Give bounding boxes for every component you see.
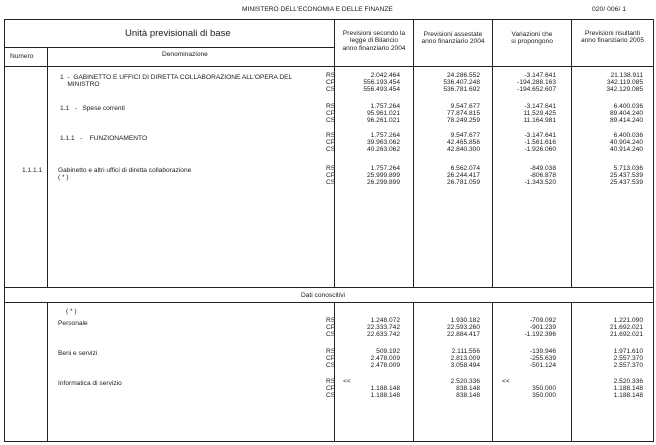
col-variazioni-heading: Variazioni che si propongono bbox=[511, 31, 553, 46]
upb-title-separator bbox=[4, 47, 334, 48]
value-cell: 2.111.556 bbox=[451, 348, 480, 355]
value-cell: -1.926.060 bbox=[524, 146, 556, 153]
value-cell: 342.119.085 bbox=[606, 79, 643, 86]
value-cell: 342.129.085 bbox=[606, 86, 643, 93]
value-cell: 1.971.610 bbox=[613, 348, 643, 355]
code-cs: CS bbox=[326, 146, 336, 153]
value-cell: -139.946 bbox=[529, 348, 556, 355]
value-cell: 6.400.036 bbox=[613, 103, 643, 110]
value-cell: -806.878 bbox=[529, 172, 556, 179]
c3-column-divider-lower bbox=[492, 302, 493, 441]
code-cs: CS bbox=[326, 179, 336, 186]
value-cell: 556.193.454 bbox=[363, 79, 400, 86]
dati-conoscitivi-title-border bbox=[4, 302, 654, 303]
value-cell: 42.840.300 bbox=[446, 146, 480, 153]
value-cell: 26.244.417 bbox=[446, 172, 480, 179]
dati-conoscitivi-top-border bbox=[4, 287, 654, 288]
col-prev-bilancio-heading: Previsioni secondo la legge di Bilancio anno finanziario 2004 bbox=[342, 30, 406, 52]
value-cell: 838.148 bbox=[456, 385, 480, 392]
value-cell: 1.930.182 bbox=[450, 317, 480, 324]
value-cell: 25.999.899 bbox=[366, 172, 400, 179]
value-cell: -1.561.616 bbox=[524, 139, 556, 146]
table-top-border bbox=[4, 19, 654, 20]
value-cell: -901.239 bbox=[529, 324, 556, 331]
code-rs: RS bbox=[326, 72, 336, 79]
c2-column-divider bbox=[413, 19, 414, 287]
group-label: 1.1 - Spese correnti bbox=[60, 105, 125, 112]
item-label: Personale bbox=[58, 320, 88, 327]
code-cp: CP bbox=[326, 79, 336, 86]
value-cell: -255.639 bbox=[529, 355, 556, 362]
value-cell: 21.692.021 bbox=[609, 324, 643, 331]
group-label: 1 - GABINETTO E UFFICI DI DIRETTA COLLABORAZIONE ALL'OPERA DEL MINISTRO bbox=[60, 74, 293, 89]
c4-column-divider-lower bbox=[571, 302, 572, 441]
value-cell: 350.000 bbox=[532, 392, 556, 399]
value-cell: 6.562.074 bbox=[450, 165, 480, 172]
value-cell: 1.188.148 bbox=[370, 385, 400, 392]
table-right-border bbox=[653, 19, 654, 441]
value-cell: 40.904.240 bbox=[609, 139, 643, 146]
value-cell: 11.164.981 bbox=[523, 117, 556, 124]
code-rs: RS bbox=[326, 348, 336, 355]
value-cell: -194.288.163 bbox=[517, 79, 556, 86]
table-left-border bbox=[4, 19, 5, 441]
value-cell: 25.437.539 bbox=[609, 179, 643, 186]
value-cell: 11.529.425 bbox=[523, 110, 556, 117]
value-cell: 2.478.009 bbox=[370, 355, 400, 362]
col-prev-assestate-heading: Previsioni assestate anno finanziario 2004 bbox=[421, 31, 485, 46]
code-cp: CP bbox=[326, 110, 336, 117]
value-cell: 21.692.021 bbox=[609, 331, 643, 338]
code-rs: RS bbox=[326, 103, 336, 110]
value-cell: 2.520.336 bbox=[613, 378, 643, 385]
value-cell: 556.493.454 bbox=[363, 86, 400, 93]
col-prev-risultanti-heading: Previsioni risultanti anno finanziario 2005 bbox=[580, 30, 645, 45]
value-cell: 1.188.148 bbox=[613, 385, 643, 392]
item-label: Informatica di servizio bbox=[58, 380, 122, 387]
code-cs: CS bbox=[326, 362, 336, 369]
value-cell: -3.147.641 bbox=[524, 72, 556, 79]
table-header-bottom-border bbox=[4, 66, 654, 67]
group-numero: 1.1.1.1 bbox=[22, 167, 43, 174]
value-cell: 22.633.742 bbox=[366, 331, 400, 338]
value-cell: 9.547.677 bbox=[450, 132, 480, 139]
value-cell: 3.058.494 bbox=[450, 362, 480, 369]
numero-column-divider-lower bbox=[47, 302, 48, 441]
value-cell: 2.813.009 bbox=[450, 355, 480, 362]
value-cell: 78.249.259 bbox=[446, 117, 480, 124]
code-rs: RS bbox=[326, 165, 336, 172]
code-cs: CS bbox=[326, 86, 336, 93]
value-cell: 838.148 bbox=[456, 392, 480, 399]
value-cell: 77.874.815 bbox=[446, 110, 480, 117]
value-cell: -194.652.607 bbox=[517, 86, 556, 93]
value-cell: 96.261.021 bbox=[366, 117, 400, 124]
value-cell: 40.914.240 bbox=[609, 146, 643, 153]
code-cp: CP bbox=[326, 139, 336, 146]
value-cell: 42.465.856 bbox=[446, 139, 480, 146]
value-cell: -1.192.396 bbox=[524, 331, 556, 338]
value-cell: 5.713.036 bbox=[613, 165, 643, 172]
value-cell: 1.248.072 bbox=[370, 317, 400, 324]
dati-conoscitivi-title: Dati conoscitivi bbox=[301, 292, 345, 299]
value-cell: -3.147.641 bbox=[524, 103, 556, 110]
value-cell: 1.757.264 bbox=[370, 103, 400, 110]
upb-title: Unità previsionali di base bbox=[125, 28, 231, 39]
value-cell: 6.400.036 bbox=[613, 132, 643, 139]
value-cell: 2.557.370 bbox=[613, 355, 643, 362]
group-label: Gabinetto e altri uffici di diretta collaborazione ( * ) bbox=[58, 167, 192, 182]
value-cell: 39.963.062 bbox=[366, 139, 400, 146]
code-cp: CP bbox=[326, 385, 336, 392]
value-cell: 509.192 bbox=[376, 348, 400, 355]
numero-column-divider bbox=[47, 47, 48, 287]
table-bottom-border bbox=[4, 441, 654, 442]
code-cp: CP bbox=[326, 355, 336, 362]
code-cs: CS bbox=[326, 392, 336, 399]
value-cell: 21.138.911 bbox=[610, 72, 643, 79]
code-rs: RS bbox=[326, 378, 336, 385]
value-cell: -849.038 bbox=[529, 165, 556, 172]
c2-column-divider-lower bbox=[413, 302, 414, 441]
value-cell: 2.557.370 bbox=[613, 362, 643, 369]
code-rs: RS bbox=[326, 132, 336, 139]
value-cell: 22.593.260 bbox=[446, 324, 480, 331]
value-cell: -709.092 bbox=[529, 317, 556, 324]
code-cp: CP bbox=[326, 324, 336, 331]
group-label: 1.1.1 - FUNZIONAMENTO bbox=[60, 135, 148, 142]
code-cs: CS bbox=[326, 117, 336, 124]
value-cell: 26.781.059 bbox=[446, 179, 480, 186]
value-cell: 26.299.899 bbox=[366, 179, 400, 186]
c4-column-divider bbox=[571, 19, 572, 287]
value-cell: 89.414.240 bbox=[609, 117, 643, 124]
value-cell: 89.404.240 bbox=[609, 110, 643, 117]
value-cell: 1.757.264 bbox=[370, 132, 400, 139]
value-cell: -1.343.520 bbox=[524, 179, 556, 186]
value-cell: 350.000 bbox=[532, 385, 556, 392]
item-label: Beni e servizi bbox=[58, 350, 98, 357]
code-rs: RS bbox=[326, 317, 336, 324]
value-cell: 2.042.464 bbox=[370, 72, 400, 79]
col-denominazione-heading: Denominazione bbox=[162, 51, 208, 58]
value-cell: 24.286.552 bbox=[446, 72, 480, 79]
page-code: 020/ 006/ 1 bbox=[592, 6, 627, 13]
value-cell: 2.478.009 bbox=[370, 362, 400, 369]
value-cell: << bbox=[343, 378, 351, 385]
value-cell: 40.263.062 bbox=[366, 146, 400, 153]
dati-conoscitivi-note: ( * ) bbox=[66, 308, 77, 315]
value-cell: 95.961.021 bbox=[366, 110, 400, 117]
value-cell: 1.221.090 bbox=[613, 317, 643, 324]
value-cell: 9.547.677 bbox=[450, 103, 480, 110]
code-cp: CP bbox=[326, 172, 336, 179]
value-cell: 536.781.692 bbox=[443, 86, 480, 93]
value-cell: 22.884.417 bbox=[446, 331, 480, 338]
value-cell: 536.407.248 bbox=[443, 79, 480, 86]
c3-column-divider bbox=[492, 19, 493, 287]
col-numero-heading: Numero bbox=[10, 53, 34, 60]
code-cs: CS bbox=[326, 331, 336, 338]
ministry-header: MINISTERO DELL'ECONOMIA E DELLE FINANZE bbox=[242, 6, 393, 13]
value-cell: -501.124 bbox=[529, 362, 556, 369]
value-cell: 25.437.539 bbox=[609, 172, 643, 179]
value-cell: 2.520.336 bbox=[450, 378, 480, 385]
value-cell: 22.333.742 bbox=[366, 324, 400, 331]
value-cell: << bbox=[502, 378, 510, 385]
value-cell: 1.757.264 bbox=[370, 165, 400, 172]
value-cell: -3.147.641 bbox=[524, 132, 556, 139]
value-cell: 1.188.148 bbox=[613, 392, 643, 399]
value-cell: 1.188.148 bbox=[370, 392, 400, 399]
